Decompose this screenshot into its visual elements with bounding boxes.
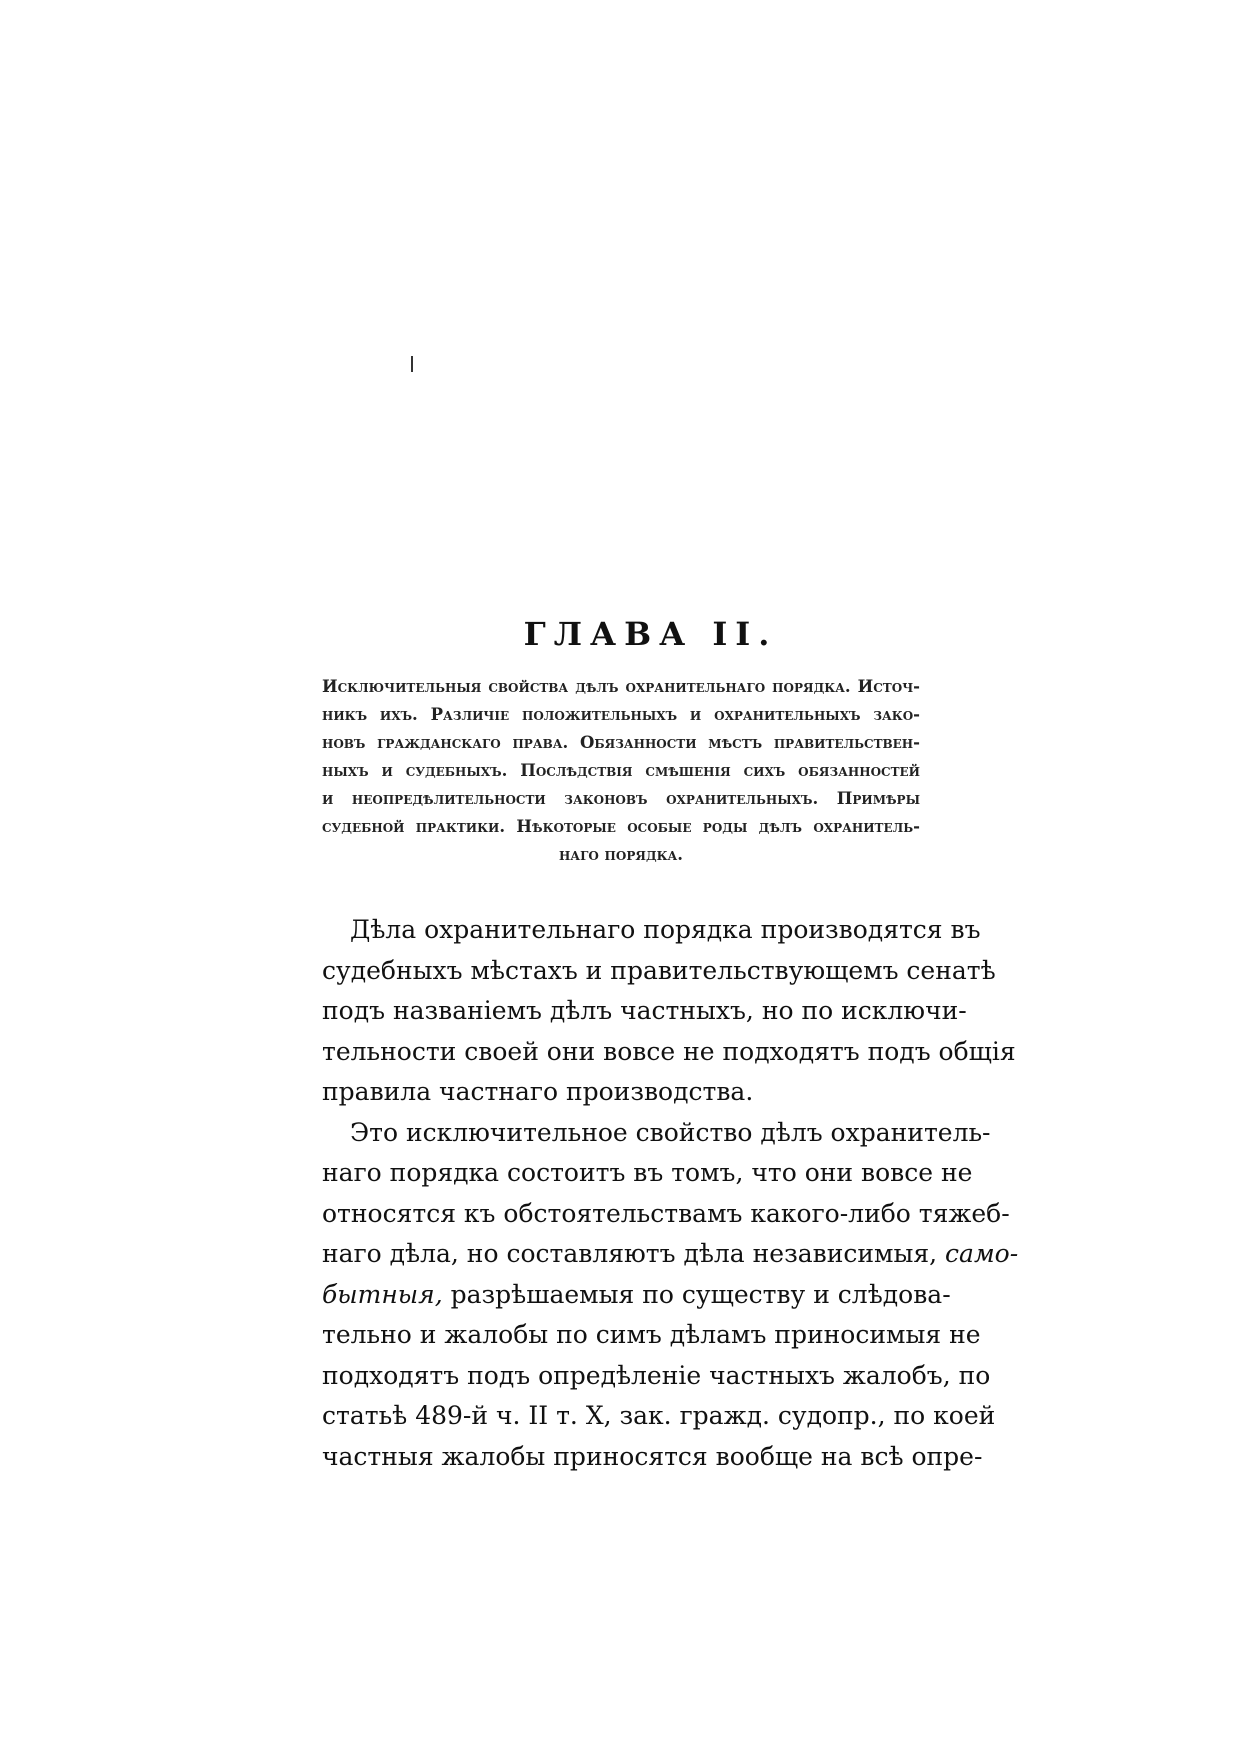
text-line: статьѣ 489-й ч. II т. X, зак. гражд. судопр., по коей (322, 1401, 996, 1430)
summary-line: ныхъ и судебныхъ. Послѣдствія смѣшенія сихъ обязанностей (322, 761, 920, 780)
text-line: относятся къ обстоятельствамъ какого-либо тяжеб- (322, 1198, 1010, 1228)
text-segment: разрѣшаемыя по существу и слѣдова- (442, 1279, 951, 1309)
italic-text-segment: бытныя, (322, 1279, 443, 1309)
text-line (322, 1234, 1019, 1275)
text-line: Это исключительное свойство дѣлъ охранитель- (350, 1117, 991, 1147)
summary-line: никъ ихъ. Различіе положительныхъ и охранительныхъ зако- (322, 705, 920, 724)
text-line: судебныхъ мѣстахъ и правительствующемъ сенатѣ (322, 955, 996, 985)
text-line: частныя жалобы приносятся вообще на всѣ опре- (322, 1441, 983, 1471)
summary-line: судебной практики. Нѣкоторые особые роды дѣлъ охранитель- (322, 817, 920, 836)
text-line: тельности своей они вовсе не подходятъ подъ общія (322, 1036, 1016, 1066)
summary-line: наго порядка. (558, 845, 684, 864)
summary-line: новъ гражданскаго права. Обязанности мѣстъ правительствен- (322, 733, 920, 752)
paragraph-1 (322, 910, 1016, 1113)
text-line: подъ названіемъ дѣлъ частныхъ, но по исключи- (322, 996, 967, 1025)
chapter-title: ГЛАВА II. (523, 615, 778, 653)
text-line: наго порядка состоитъ въ томъ, что они вовсе не (322, 1158, 973, 1187)
text-line (322, 1275, 951, 1316)
text-line: тельно и жалобы по симъ дѣламъ приносимыя не (322, 1320, 981, 1349)
paragraph-2 (322, 1113, 1019, 1478)
stray-print-mark (411, 356, 413, 372)
text-line: правила частнаго производства. (322, 1077, 754, 1106)
body-text (322, 910, 1019, 1477)
summary-line: и неопредѣлительности законовъ охранительныхъ. Примѣры (322, 789, 920, 808)
chapter-summary (322, 673, 920, 869)
text-line: подходятъ подъ опредѣленіе частныхъ жалобъ, по (322, 1360, 991, 1390)
italic-text-segment: само- (945, 1239, 1019, 1268)
text-segment: наго дѣла, но составляютъ дѣла независимыя, (322, 1239, 946, 1268)
text-line: Дѣла охранительнаго порядка производятся въ (350, 915, 981, 944)
summary-line: Исключительныя свойства дѣлъ охранительнаго порядка. Источ- (322, 677, 920, 696)
